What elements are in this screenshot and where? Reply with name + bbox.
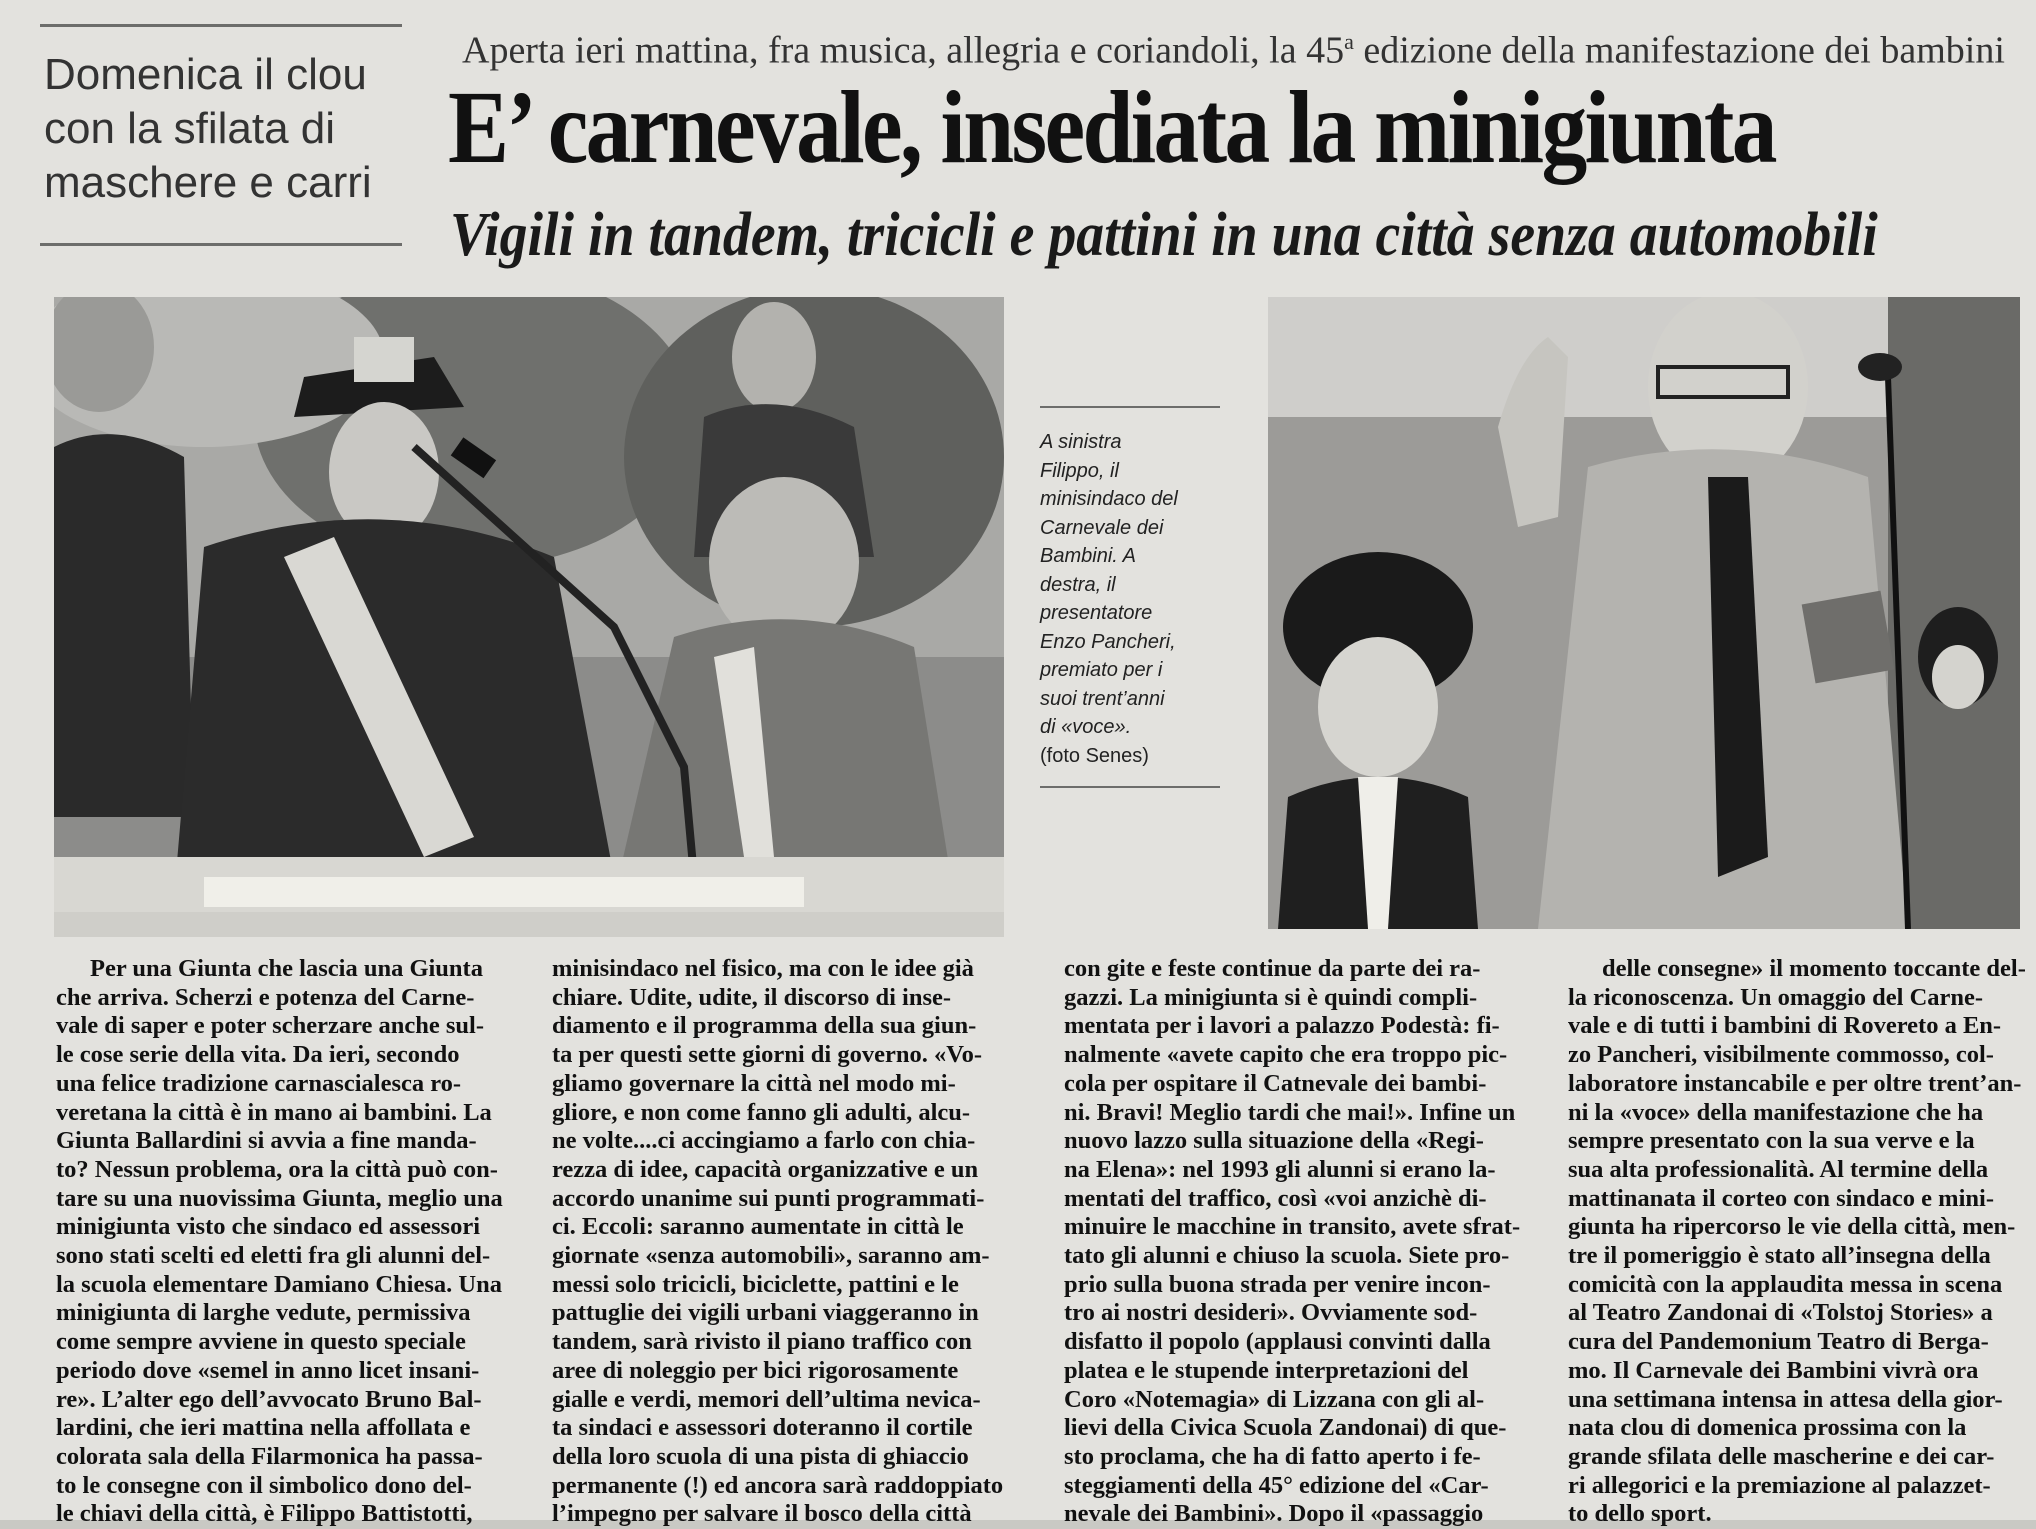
- kicker-text-end: edizione della manifestazione dei bambini: [1353, 29, 2005, 72]
- caption-line: Filippo, il: [1040, 459, 1119, 482]
- sidebar-teaser: [44, 48, 374, 210]
- text-line: Giunta Ballardini si avvia a fine manda-: [56, 1127, 477, 1155]
- sidebar-line: Domenica il clou: [44, 50, 367, 99]
- text-line: to? Nessun problema, ora la città può con-: [56, 1155, 498, 1183]
- text-line: tandem, sarà rivisto il piano traffico con: [552, 1328, 972, 1356]
- kicker-text: Aperta ieri mattina, fra musica, allegria e coriandoli, la 45: [462, 29, 1345, 72]
- text-line: della loro scuola di una pista di ghiaccio: [552, 1442, 969, 1470]
- text-line: re». L’alter ego dell’avvocato Bruno Bal-: [56, 1385, 482, 1413]
- text-line: ne volte....ci accingiamo a farlo con chia-: [552, 1127, 976, 1155]
- text-line: al Teatro Zandonai di «Tolstoj Stories» a: [1568, 1299, 1993, 1327]
- text-line: una settimana intensa in attesa della gior-: [1568, 1385, 2003, 1413]
- text-line: lardini, che ieri mattina nella affollata e: [56, 1414, 471, 1442]
- text-line: colorata sala della Filarmonica ha passa-: [56, 1442, 483, 1470]
- text-line: prio sulla buona strada per venire incon-: [1064, 1270, 1491, 1298]
- caption-line: destra, il: [1040, 573, 1116, 596]
- sidebar-top-rule: [40, 24, 402, 27]
- text-line: gliore, e non come fanno gli adulti, alcu-: [552, 1098, 971, 1126]
- text-line: grande sfilata delle mascherine e dei car-: [1568, 1442, 1995, 1470]
- caption-line: Enzo Pancheri,: [1040, 630, 1176, 653]
- text-line: ci. Eccoli: saranno aumentate in città le: [552, 1213, 964, 1241]
- subheadline: Vigili in tandem, tricicli e pattini in una città senza automobili: [450, 201, 1878, 269]
- text-line: laboratore instancabile e per oltre trent’an-: [1568, 1069, 2022, 1097]
- text-line: steggiamenti della 45° edizione del «Car-: [1064, 1471, 1489, 1499]
- text-line: vale di saper e poter scherzare anche sul-: [56, 1012, 485, 1040]
- caption-line: presentatore: [1040, 602, 1153, 624]
- text-line: nevale dei Bambini». Dopo il «passaggio: [1064, 1500, 1484, 1528]
- text-line: minigiunta di larghe vedute, permissiva: [56, 1299, 471, 1327]
- kicker-superscript: a: [1344, 29, 1354, 54]
- text-line: lievi della Civica Scuola Zandonai) di que-: [1064, 1414, 1507, 1442]
- text-line: comicità con la applaudita messa in scena: [1568, 1270, 2003, 1298]
- text-line: diamento e il programma della sua giun-: [552, 1012, 977, 1040]
- text-line: l’impegno per salvare il bosco della città: [552, 1500, 972, 1528]
- caption-line: di «voce».: [1040, 716, 1132, 738]
- photo-caption: [1040, 428, 1240, 770]
- text-line: una felice tradizione carnascialesca ro-: [56, 1069, 462, 1097]
- text-line: periodo dove «semel in anno licet insani-: [56, 1356, 480, 1384]
- text-line: mattinanata il corteo con sindaco e mini-: [1568, 1184, 1994, 1212]
- text-line: platea e le stupende interpretazioni del: [1064, 1356, 1469, 1384]
- text-line: con gite e feste continue da parte dei ra-: [1064, 955, 1481, 982]
- text-line: delle consegne» il momento toccante del-: [1602, 955, 2026, 982]
- text-line: gazzi. La minigiunta si è quindi compli-: [1064, 983, 1478, 1011]
- text-line: nalmente «avete capito che era troppo pic-: [1064, 1041, 1508, 1069]
- text-line: Per una Giunta che lascia una Giunta: [90, 955, 483, 982]
- text-line: gliamo governare la città nel modo mi-: [552, 1069, 956, 1097]
- article-column-3: [1064, 955, 1520, 1529]
- text-line: minigiunta visto che sindaco ed assessori: [56, 1213, 481, 1241]
- text-line: tre il pomeriggio è stato all’insegna della: [1568, 1242, 1991, 1270]
- text-line: cola per ospitare il Catnevale dei bambi-: [1064, 1069, 1487, 1097]
- text-line: aree di noleggio per bici rigorosamente: [552, 1356, 959, 1384]
- caption-line: A sinistra: [1040, 431, 1122, 453]
- text-line: veretana la città è in mano ai bambini. La: [56, 1098, 492, 1126]
- sidebar-bottom-rule: [40, 243, 402, 246]
- caption-line: premiato per i: [1040, 659, 1163, 681]
- text-line: accordo unanime sui punti programmati-: [552, 1184, 985, 1212]
- caption-line: suoi trent’anni: [1040, 687, 1165, 710]
- text-line: tare su una nuovissima Giunta, meglio una: [56, 1184, 503, 1212]
- text-line: mo. Il Carnevale dei Bambini vivrà ora: [1568, 1356, 1979, 1384]
- text-line: sempre presentato con la sua verve e la: [1568, 1127, 1975, 1155]
- text-line: zo Pancheri, visibilmente commosso, col-: [1568, 1041, 1994, 1069]
- text-line: ri allegorici e la premiazione al palazzet-: [1568, 1471, 1991, 1499]
- text-line: mentati del traffico, così «voi anzichè di-: [1064, 1184, 1487, 1212]
- text-line: come sempre avviene in questo speciale: [56, 1328, 466, 1356]
- text-line: to dello sport.: [1568, 1500, 1712, 1528]
- text-line: ni. Bravi! Meglio tardi che mai!». Infine un: [1064, 1098, 1516, 1126]
- text-line: to le consegne con il simbolico dono del-: [56, 1471, 472, 1499]
- text-line: rezza di idee, capacità organizzative e un: [552, 1155, 979, 1183]
- caption-line: Bambini. A: [1040, 545, 1136, 567]
- text-line: tro ai nostri desideri». Ovviamente sod-: [1064, 1299, 1478, 1327]
- text-line: minisindaco nel fisico, ma con le idee già: [552, 955, 974, 982]
- photo-presenter: [1268, 297, 2020, 929]
- text-line: tato gli alunni e chiuso la scuola. Siete pro-: [1064, 1242, 1510, 1270]
- text-line: sono stati scelti ed eletti fra gli alunni del-: [56, 1242, 491, 1270]
- sidebar-line: con la sfilata di: [44, 104, 336, 153]
- sidebar-line: maschere e carri: [44, 158, 372, 207]
- text-line: sua alta professionalità. Al termine della: [1568, 1155, 1989, 1183]
- article-column-2: [552, 955, 1003, 1529]
- text-line: ni la «voce» della manifestazione che ha: [1568, 1098, 1984, 1126]
- text-line: gialle e verdi, memori dell’ultima nevica-: [552, 1385, 981, 1413]
- photo-ceremony: [54, 297, 1004, 937]
- caption-line: minisindaco del: [1040, 488, 1178, 510]
- caption-bottom-rule: [1040, 786, 1220, 788]
- text-line: che arriva. Scherzi e potenza del Carne-: [56, 983, 475, 1011]
- text-line: permanente (!) ed ancora sarà raddoppiato: [552, 1471, 1004, 1499]
- article-column-4: [1568, 955, 2026, 1529]
- headline: E’ carnevale, insediata la minigiunta: [448, 70, 1775, 185]
- photo-ceremony-icon: [54, 297, 1004, 937]
- text-line: na Elena»: nel 1993 gli alunni si erano la-: [1064, 1155, 1496, 1183]
- text-line: nata clou di domenica prossima con la: [1568, 1414, 1967, 1442]
- photo-credit: (foto Senes): [1040, 744, 1149, 767]
- text-line: messi solo tricicli, biciclette, pattini e le: [552, 1270, 959, 1298]
- text-line: mentata per i lavori a palazzo Podestà: fi-: [1064, 1012, 1500, 1040]
- text-line: la scuola elementare Damiano Chiesa. Una: [56, 1270, 502, 1298]
- text-line: pattuglie dei vigili urbani viaggeranno in: [552, 1299, 979, 1327]
- text-line: vale e di tutti i bambini di Rovereto a En-: [1568, 1012, 2002, 1040]
- text-line: chiare. Udite, udite, il discorso di inse-: [552, 983, 952, 1011]
- text-line: giunta ha ripercorso le vie della città, men-: [1568, 1213, 2016, 1241]
- caption-top-rule: [1040, 406, 1220, 408]
- text-line: le chiavi della città, è Filippo Battistotti,: [56, 1500, 473, 1528]
- text-line: minuire le macchine in transito, avete sfrat-: [1064, 1213, 1521, 1241]
- photo-presenter-icon: [1268, 297, 2020, 929]
- article-column-1: [56, 955, 503, 1529]
- text-line: giornate «senza automobili», saranno am-: [552, 1242, 990, 1270]
- text-line: ta sindaci e assessori doteranno il cortile: [552, 1414, 973, 1442]
- text-line: ta per questi sette giorni di governo. «Vo-: [552, 1041, 983, 1069]
- kicker: [462, 20, 2005, 73]
- caption-line: Carnevale dei: [1040, 516, 1164, 539]
- text-line: sto proclama, che ha di fatto aperto i fe-: [1064, 1442, 1481, 1470]
- text-line: le cose serie della vita. Da ieri, secondo: [56, 1041, 460, 1069]
- text-line: disfatto il popolo (applausi convinti dalla: [1064, 1328, 1491, 1356]
- text-line: la riconoscenza. Un omaggio del Carne-: [1568, 983, 1984, 1011]
- text-line: cura del Pandemonium Teatro di Berga-: [1568, 1328, 1989, 1356]
- text-line: Coro «Notemagia» di Lizzana con gli al-: [1064, 1385, 1485, 1413]
- text-line: nuovo lazzo sulla situazione della «Regi-: [1064, 1127, 1484, 1155]
